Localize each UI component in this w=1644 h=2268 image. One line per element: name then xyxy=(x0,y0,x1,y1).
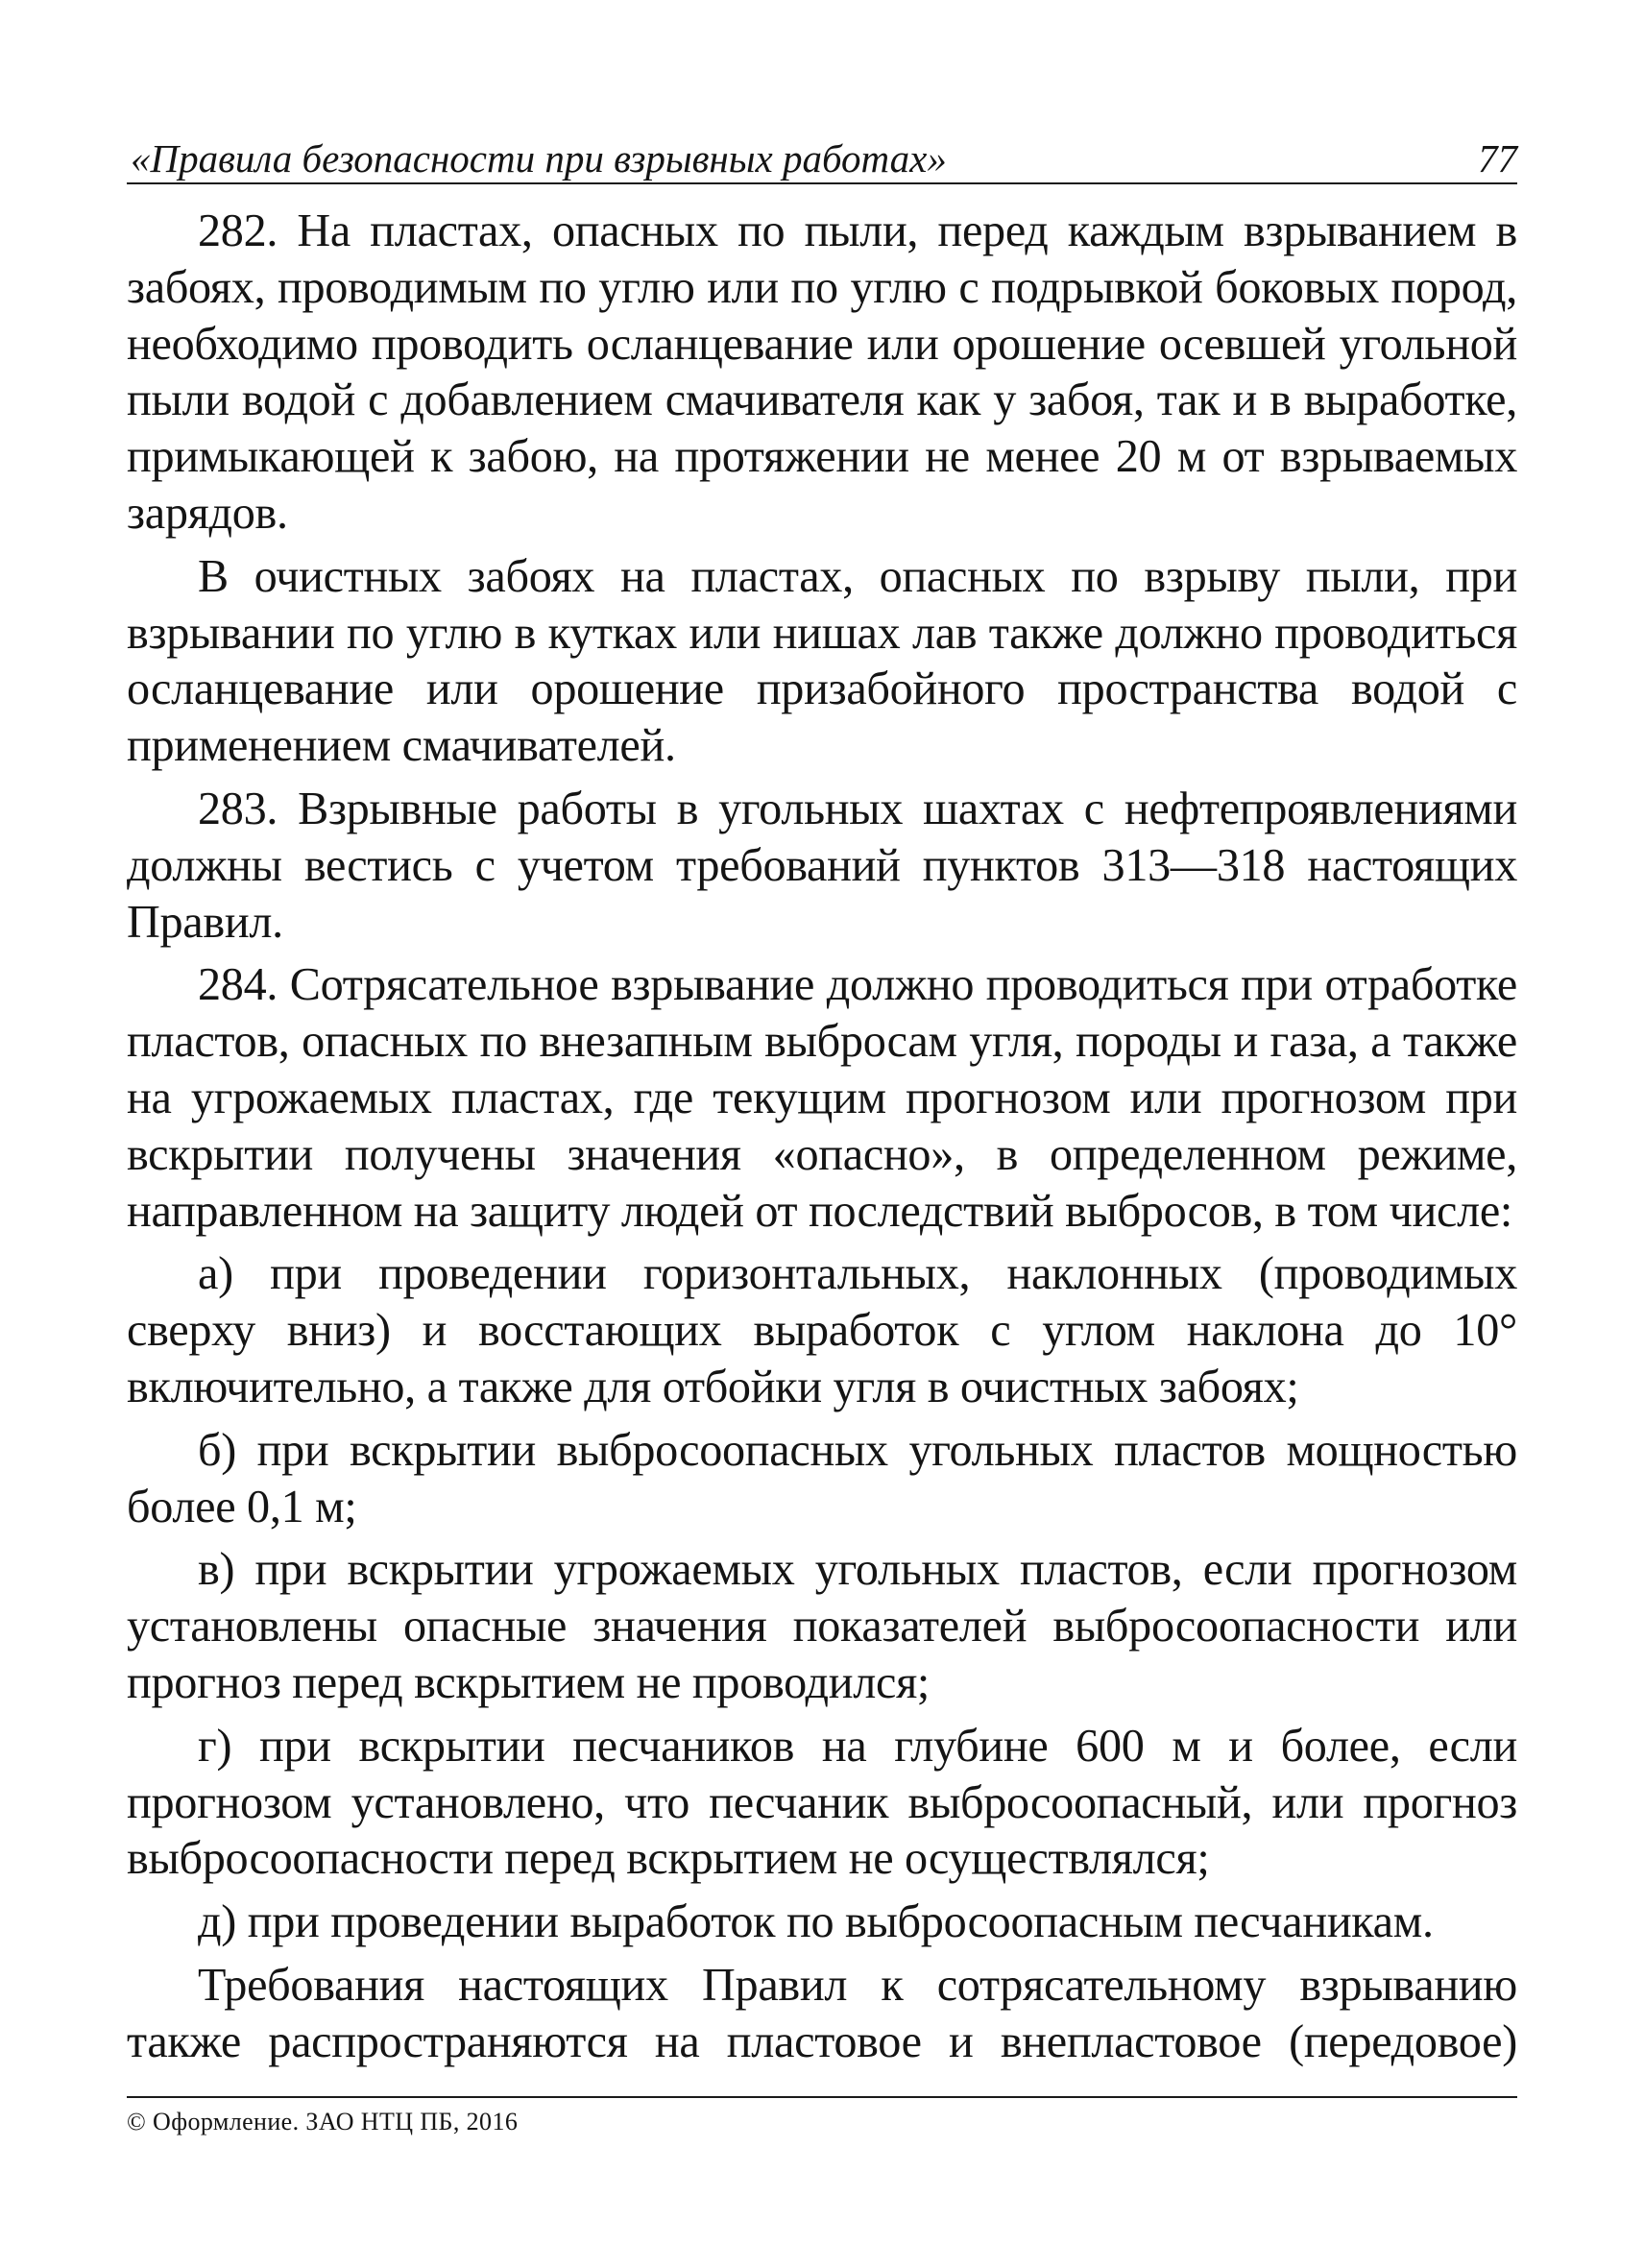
list-item-d: д) при проведении выработок по выбросоопасным песчаникам. xyxy=(198,1896,1434,1948)
paragraph-284: 284. Сотрясательное взрывание должно проводиться при отработке пластов, опасных по внезапным выбросам угля, породы и газа, а также на угрожаемых пластах, где текущим прогнозом или прогнозом при вскрытии получены значения «опасно», в определенном режиме, направленном на защиту людей от последствий выбросов, в том числе: xyxy=(127,959,1517,1237)
page-footer xyxy=(127,2096,1517,2136)
running-header xyxy=(127,127,1517,184)
paragraph-requirements: Требования настоящих Правил к сотрясательному взрыванию также распространяются на пластовое и внепластовое (передовое) xyxy=(127,1959,1517,2067)
list-item-v: в) при вскрытии угрожаемых угольных пластов, если прогнозом установлены опасные значения показателей выбросоопасности или прогноз перед вскрытием не проводился; xyxy=(127,1544,1517,1708)
paragraph-282: 282. На пластах, опасных по пыли, перед каждым взрыванием в забоях, проводимым по углю или по углю с подрывкой боковых пород, необходимо проводить осланцевание или орошение осевшей угольной пыли водой с добавлением смачивателя как у забоя, так и в выработке, примыкающей к забою, на протяжении не менее 20 м от взрываемых зарядов. xyxy=(127,205,1517,539)
list-item-a: а) при проведении горизонтальных, наклонных (проводимых сверху вниз) и восстающих выработок с углом наклона до 10° включительно, а также для отбойки угля в очистных забоях; xyxy=(127,1248,1517,1412)
list-item-g: г) при вскрытии песчаников на глубине 600 м и более, если прогнозом установлено, что песчаник выбросоопасный, или прогноз выбросоопасности перед вскрытием не осуществлялся; xyxy=(127,1720,1517,1885)
header-title: «Правила безопасности при взрывных работах» xyxy=(131,136,947,181)
page-number: 77 xyxy=(1478,136,1517,181)
list-item-b: б) при вскрытии выбросоопасных угольных пластов мощностью более 0,1 м; xyxy=(127,1424,1517,1532)
document-page xyxy=(127,0,1517,2268)
footer-copyright: © Оформление. ЗАО НТЦ ПБ, 2016 xyxy=(127,2108,519,2135)
body-text xyxy=(127,204,1517,2078)
paragraph-283: 283. Взрывные работы в угольных шахтах с нефтепроявлениями должны вестись с учетом требований пунктов 313—318 настоящих Правил. xyxy=(127,783,1517,948)
paragraph-282-dust: В очистных забоях на пластах, опасных по взрыву пыли, при взрывании по углю в кутках или нишах лав также должно проводиться осланцевание или орошение призабойного пространства водой с применением смачивателей. xyxy=(127,550,1517,772)
